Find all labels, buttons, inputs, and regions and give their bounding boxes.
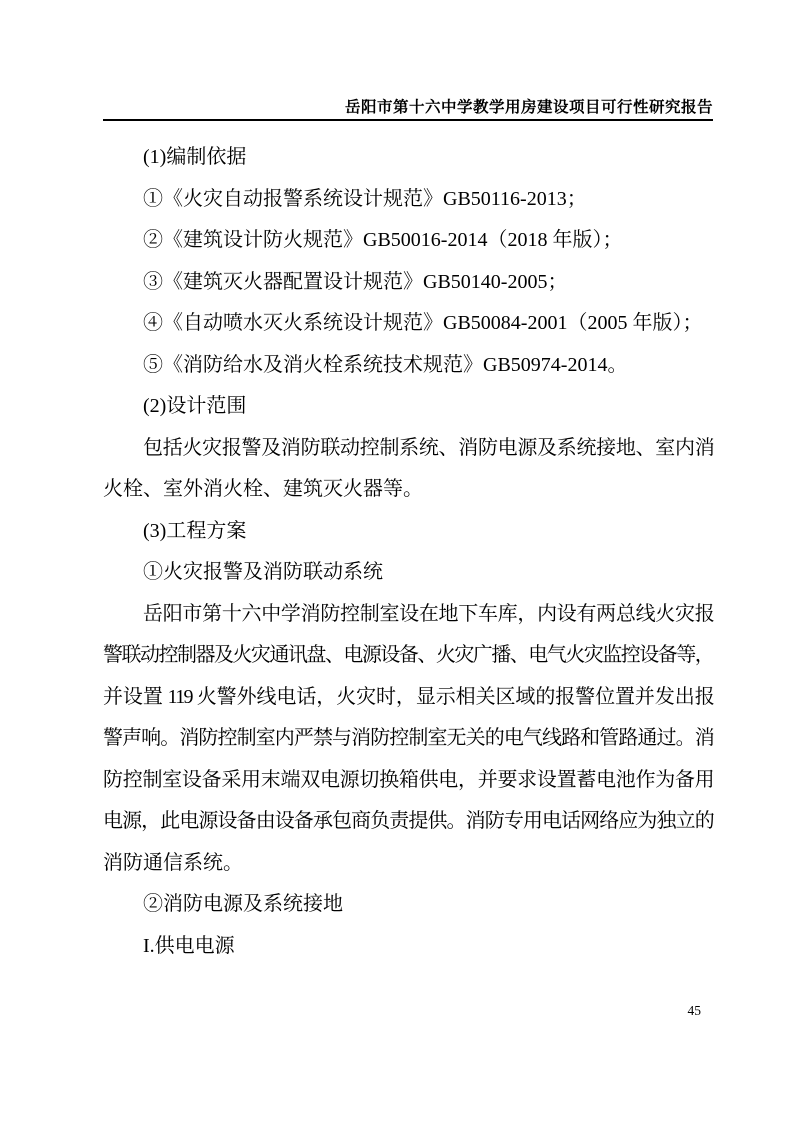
text-line-list-item-2: ②《建筑设计防火规范》GB50016-2014（2018 年版）； (143, 229, 623, 251)
text-line-list-item-5: ⑤《消防给水及消火栓系统技术规范》GB50974-2014。 (143, 353, 628, 376)
text-line: 电源，此电源设备由设备承包商负责提供。消防专用电话网络应为独立的 (103, 810, 713, 832)
text-line-list-item-1: ①《火灾自动报警系统设计规范》GB50116-2013； (143, 187, 587, 210)
text-line-heading-fire-power-grounding: ②消防电源及系统接地 (143, 893, 343, 915)
text-line-heading-power-supply: I.供电电源 (143, 934, 235, 957)
text-line-list-item-3: ③《建筑灭火器配置设计规范》GB50140-2005； (143, 270, 568, 293)
text-line: 警声响。消防控制室内严禁与消防控制室无关的电气线路和管路通过。消 (103, 727, 713, 749)
page-number: 45 (687, 1003, 701, 1018)
text-line: 并设置 119 火警外线电话，火灾时，显示相关区域的报警位置并发出报 (103, 685, 713, 708)
header-rule (103, 119, 713, 121)
text-line-heading-project-plan: (3)工程方案 (143, 519, 247, 542)
text-line-heading-fire-alarm-system: ①火灾报警及消防联动系统 (143, 561, 383, 583)
header-title: 岳阳市第十六中学教学用房建设项目可行性研究报告 (344, 99, 713, 116)
text-line-heading-design-scope: (2)设计范围 (143, 395, 247, 417)
text-line: 火栓、室外消火栓、建筑灭火器等。 (103, 478, 423, 500)
text-line: 消防通信系统。 (103, 851, 243, 874)
document-body (103, 137, 713, 967)
text-line: 警联动控制器及火灾通讯盘、电源设备、火灾广播、电气火灾监控设备等， (103, 644, 713, 666)
text-line-list-item-4: ④《自动喷水灭火系统设计规范》GB50084-2001（2005 年版）； (143, 312, 703, 334)
text-line: 岳阳市第十六中学消防控制室设在地下车库，内设有两总线火灾报 (143, 602, 713, 625)
text-line: 包括火灾报警及消防联动控制系统、消防电源及系统接地、室内消 (143, 436, 713, 459)
text-line-heading-compilation-basis: (1)编制依据 (143, 146, 247, 168)
text-line: 防控制室设备采用末端双电源切换箱供电，并要求设置蓄电池作为备用 (103, 768, 713, 791)
